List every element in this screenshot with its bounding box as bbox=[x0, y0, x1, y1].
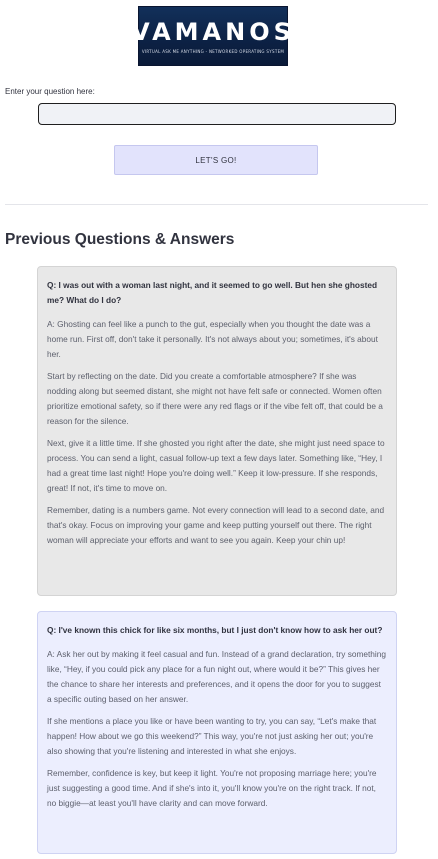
qa-answer-paragraph: Next, give it a little time. If she ghosted you right after the date, she might just need space to process. You can send a light, casual follow-up text a few days later. Something like, “Hey, I had a great time last night! Hope you're doing well.” Keep it low-pressure. If she responds, great! If not, it's time to move on. bbox=[47, 438, 385, 493]
question-input[interactable] bbox=[38, 103, 396, 125]
qa-question: Q: I was out with a woman last night, and it seemed to go well. But hen she ghosted me? What do I do? bbox=[47, 280, 378, 305]
history-title: Previous Questions & Answers bbox=[5, 231, 235, 248]
qa-answer-paragraph: A: Ghosting can feel like a punch to the gut, especially when you thought the date was a home run. First off, don't take it personally. It's not always about you; sometimes, it's about her. bbox=[47, 319, 378, 359]
logo-subtitle: VIRTUAL ASK ME ANYTHING - NETWORKED OPERATING SYSTEM bbox=[141, 49, 285, 54]
divider bbox=[5, 204, 428, 205]
qa-answer-paragraph: Remember, dating is a numbers game. Not every connection will lead to a second date, and that's okay. Focus on improving your game and keep putting yourself out there. The right woman will appreciate your efforts and want to see you again. Keep your chin up! bbox=[47, 505, 385, 545]
lets-go-button[interactable]: LET'S GO! bbox=[114, 145, 318, 175]
qa-card bbox=[37, 266, 397, 596]
qa-answer-paragraph: Start by reflecting on the date. Did you create a comfortable atmosphere? If she was nodding along but seemed distant, she might not have felt safe or connected. Women often prioritize emotional safety, so if there were any red flags or if the vibe felt off, that could be a reason for the silence. bbox=[47, 371, 383, 426]
qa-answer-paragraph: A: Ask her out by making it feel casual and fun. Instead of a grand declaration, try something like, “Hey, if you could pick any place for a fun night out, where would it be?” This gives her the chance to share her interests and preferences, and it opens the door for you to suggest a specific outing based on her answer. bbox=[47, 649, 386, 704]
qa-card bbox=[37, 611, 397, 854]
qa-answer-paragraph: If she mentions a place you like or have been wanting to try, you can say, “Let's make that happen! How about we go this weekend?” This way, you're not just asking her out; you're also showing that you're listening and interested in what she enjoys. bbox=[47, 716, 377, 756]
question-label: Enter your question here: bbox=[5, 87, 95, 96]
logo-title: VAMANOS bbox=[131, 18, 295, 46]
vamanos-logo bbox=[131, 6, 295, 66]
qa-answer-paragraph: Remember, confidence is key, but keep it light. You're not proposing marriage here; you're just suggesting a good time. And if she's into it, you'll know you're on the right track. If not, no biggie—at least you'll have clarity and can move forward. bbox=[47, 768, 377, 808]
qa-question: Q: I've known this chick for like six months, but I just don't know how to ask her out? bbox=[47, 625, 383, 635]
